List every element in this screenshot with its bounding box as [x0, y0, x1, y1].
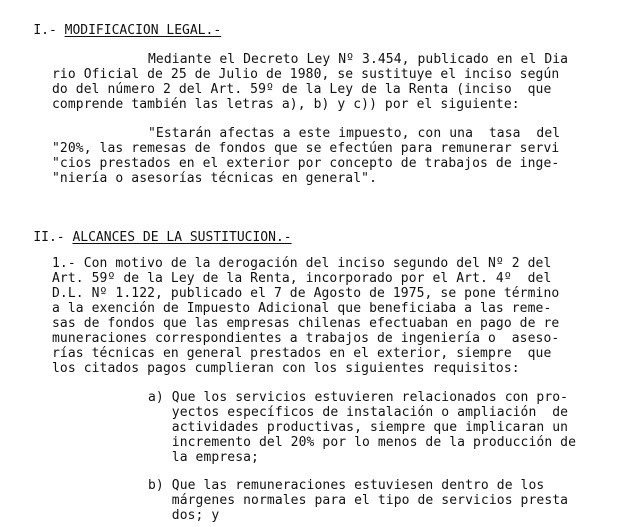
text-line: Mediante el Decreto Ley Nº 3.454, publicado en el Dia: [148, 52, 569, 67]
text-line: D.L. Nº 1.122, publicado el 7 de Agosto de 1975, se pone término: [52, 286, 560, 301]
text-line: "20%, las remesas de fondos que se efectúen para remunerar servi: [52, 141, 560, 156]
text-line: muneraciones correspondientes a trabajos de ingeniería o aseso-: [52, 331, 560, 346]
text-line: sas de fondos que las empresas chilenas efectuaban en pago de re: [52, 316, 560, 331]
section-1-title: MODIFICACION LEGAL.-: [64, 23, 222, 38]
text-line: comprende también las letras a), b) y c)) por el siguiente:: [52, 97, 520, 112]
text-line: actividades productivas, siempre que implicaran un: [148, 420, 569, 435]
section-2-title: ALCANCES DE LA SUSTITUCION.-: [72, 230, 292, 245]
section-2-heading: [2, 214, 292, 262]
text-line: márgenes normales para el tipo de servicios presta: [148, 493, 569, 508]
section-1-number: I.-: [33, 23, 57, 38]
text-line: do del número 2 del Art. 59º de la Ley de la Renta (inciso que: [52, 82, 552, 97]
text-line: a la exención de Impuesto Adicional que beneficiaba a las reme-: [52, 301, 552, 316]
section-1-heading: [2, 7, 221, 55]
text-line: a) Que los servicios estuvieren relacionados con pro-: [148, 390, 569, 405]
text-line: dos; y: [148, 508, 220, 523]
text-line: la empresa;: [148, 450, 259, 465]
text-line: "niería o asesorías técnicas en general".: [52, 171, 377, 186]
text-line: yectos específicos de instalación o ampliación de: [148, 405, 569, 420]
text-line: rías técnicas en general prestados en el exterior, siempre que: [52, 346, 552, 361]
text-line: "cios prestados en el exterior por concepto de trabajos de inge-: [52, 156, 560, 171]
text-line: rio Oficial de 25 de Julio de 1980, se sustituye el inciso según: [52, 67, 560, 82]
text-line: incremento del 20% por lo menos de la producción de: [148, 435, 577, 450]
text-line: Art. 59º de la Ley de la Renta, incorporado por el Art. 4º del: [52, 271, 552, 286]
text-line: b) Que las remuneraciones estuviesen dentro de los: [148, 478, 545, 493]
section-2-number: II.-: [33, 230, 65, 245]
text-line: 1.- Con motivo de la derogación del inciso segundo del Nº 2 del: [52, 256, 552, 271]
text-line: "Estarán afectas a este impuesto, con una tasa del: [148, 126, 561, 141]
text-line: los citados pagos cumplieran con los siguientes requisitos:: [52, 361, 520, 376]
